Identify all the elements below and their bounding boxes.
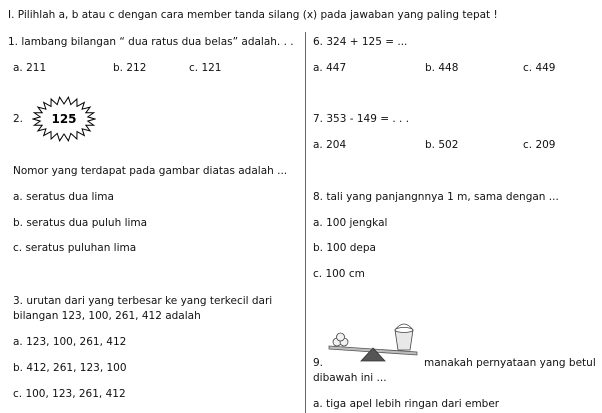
q6-option-a[interactable]: a. 447 <box>313 62 347 74</box>
question-6: 6. 324 + 125 = ... <box>313 36 408 48</box>
question-3-line2: bilangan 123, 100, 261, 412 adalah <box>13 310 201 322</box>
q2-option-a[interactable]: a. seratus dua lima <box>13 191 114 203</box>
q3-option-c[interactable]: c. 100, 123, 261, 412 <box>13 388 126 400</box>
question-8: 8. tali yang panjangnnya 1 m, sama dengan ... <box>313 191 559 203</box>
question-2-text: Nomor yang terdapat pada gambar diatas adalah ... <box>13 165 288 177</box>
q7-option-c[interactable]: c. 209 <box>523 139 556 151</box>
starburst-image <box>32 96 96 142</box>
starburst-number: 125 <box>51 112 77 126</box>
q3-option-a[interactable]: a. 123, 100, 261, 412 <box>13 336 127 348</box>
question-3-line1: 3. urutan dari yang terbesar ke yang terkecil dari <box>13 295 273 307</box>
question-2-number: 2. <box>13 113 24 125</box>
q7-option-b[interactable]: b. 502 <box>425 139 459 151</box>
question-9-line2: dibawah ini ... <box>313 372 387 384</box>
balance-scale-image <box>325 318 425 362</box>
q8-option-c[interactable]: c. 100 cm <box>313 268 365 280</box>
q8-option-b[interactable]: b. 100 depa <box>313 242 376 254</box>
q8-option-a[interactable]: a. 100 jengkal <box>313 217 388 229</box>
q3-option-b[interactable]: b. 412, 261, 123, 100 <box>13 362 127 374</box>
q9-option-a[interactable]: a. tiga apel lebih ringan dari ember <box>313 398 500 410</box>
question-9-text: manakah pernyataan yang betul <box>424 357 596 369</box>
apples-icon <box>333 333 348 346</box>
q6-option-c[interactable]: c. 449 <box>523 62 556 74</box>
instruction-text: I. Pilihlah a, b atau c dengan cara member tanda silang (x) pada jawaban yang paling tepat ! <box>8 9 498 21</box>
column-divider <box>305 32 306 413</box>
q2-option-b[interactable]: b. seratus dua puluh lima <box>13 217 148 229</box>
question-7: 7. 353 - 149 = . . . <box>313 113 410 125</box>
q7-option-a[interactable]: a. 204 <box>313 139 347 151</box>
q2-option-c[interactable]: c. seratus puluhan lima <box>13 242 137 254</box>
q6-option-b[interactable]: b. 448 <box>425 62 459 74</box>
question-9-number: 9. <box>313 357 324 369</box>
q1-option-c[interactable]: c. 121 <box>189 62 222 74</box>
question-1: 1. lambang bilangan “ dua ratus dua belas” adalah. . . <box>8 36 294 48</box>
q1-option-a[interactable]: a. 211 <box>13 62 47 74</box>
q1-option-b[interactable]: b. 212 <box>113 62 147 74</box>
bucket-icon <box>395 324 413 350</box>
